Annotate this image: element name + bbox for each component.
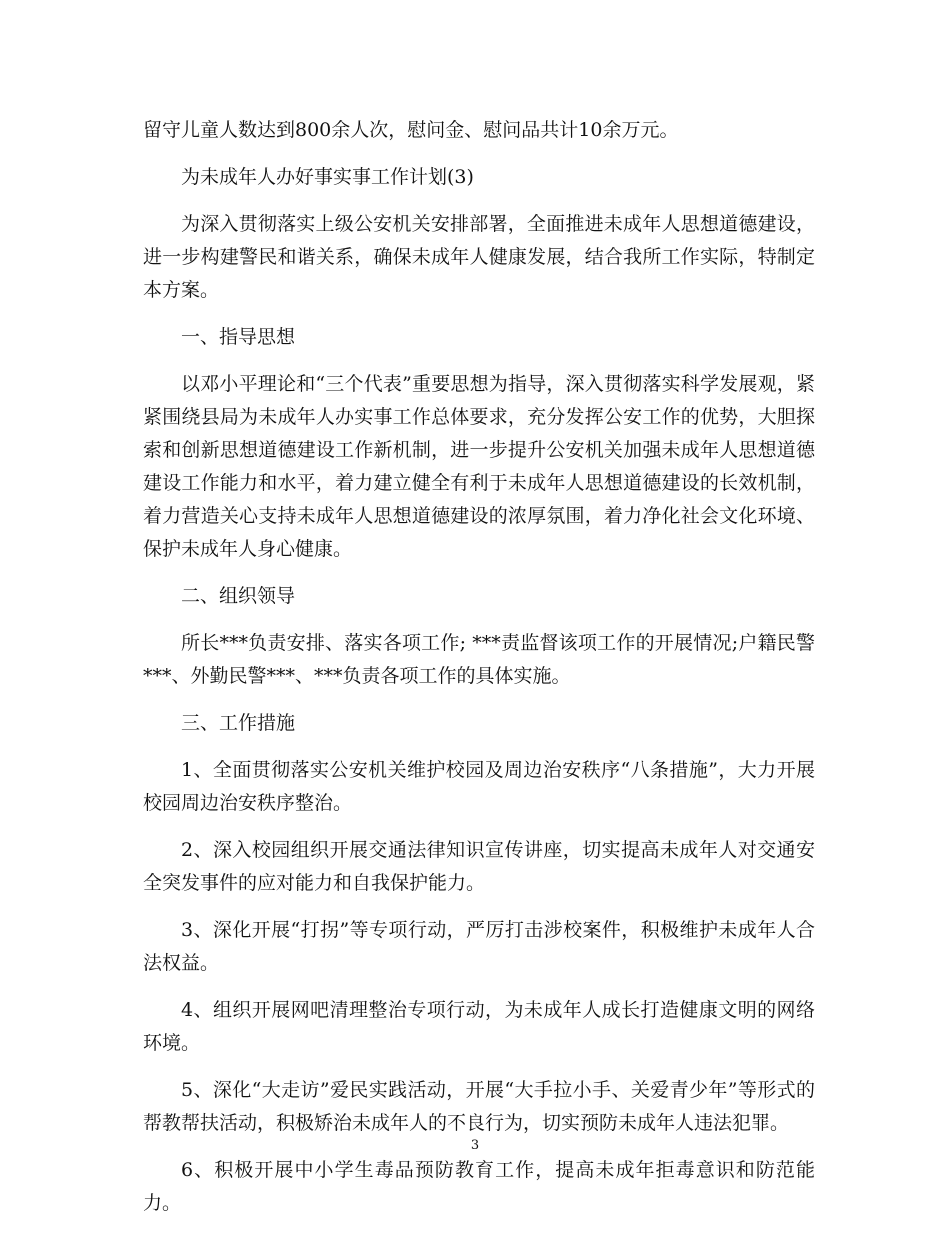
organization-paragraph: 所长***负责安排、落实各项工作; ***责监督该项工作的开展情况;户籍民警***、外勤民警***、***负责各项工作的具体实施。 [143, 632, 815, 687]
document-body [143, 114, 815, 1234]
section-heading-measures: 三、工作措施 [181, 712, 296, 734]
guiding-ideology-paragraph: 以邓小平理论和“三个代表”重要思想为指导，深入贯彻落实科学发展观，紧紧围绕县局为未成年人办实事工作总体要求，充分发挥公安工作的优势，大胆探索和创新思想道德建设工作新机制，进一步提升公安机关加强未成年人思想道德建设工作能力和水平，着力建立健全有利于未成年人思想道德建设的长效机制，着力营造关心支持未成年人思想道德建设的浓厚氛围，着力净化社会文化环境、保护未成年人身心健康。 [143, 373, 815, 560]
measure-item-1: 1、全面贯彻落实公安机关维护校园及周边治安秩序“八条措施”，大力开展校园周边治安秩序整治。 [143, 759, 815, 814]
measure-item-3: 3、深化开展“打拐”等专项行动，严厉打击涉校案件，积极维护未成年人合法权益。 [143, 919, 815, 974]
page-number: 3 [470, 1138, 480, 1153]
measure-item-4: 4、组织开展网吧清理整治专项行动，为未成年人成长打造健康文明的网络环境。 [143, 999, 815, 1054]
paragraph-continuation: 留守儿童人数达到800余人次，慰问金、慰问品共计10余万元。 [143, 119, 679, 141]
measure-item-6: 6、积极开展中小学生毒品预防教育工作，提高未成年拒毒意识和防范能力。 [143, 1159, 815, 1214]
measure-item-5: 5、深化“大走访”爱民实践活动，开展“大手拉小手、关爱青少年”等形式的帮教帮扶活动，积极矫治未成年人的不良行为，切实预防未成年人违法犯罪。 [143, 1079, 815, 1134]
section-heading-organization: 二、组织领导 [181, 585, 296, 607]
measure-item-2: 2、深入校园组织开展交通法律知识宣传讲座，切实提高未成年人对交通安全突发事件的应对能力和自我保护能力。 [143, 839, 815, 894]
section-heading-guiding-ideology: 一、指导思想 [181, 326, 296, 348]
intro-paragraph: 为深入贯彻落实上级公安机关安排部署，全面推进未成年人思想道德建设，进一步构建警民和谐关系，确保未成年人健康发展，结合我所工作实际，特制定本方案。 [143, 213, 815, 301]
document-title: 为未成年人办好事实事工作计划(3) [181, 166, 474, 188]
